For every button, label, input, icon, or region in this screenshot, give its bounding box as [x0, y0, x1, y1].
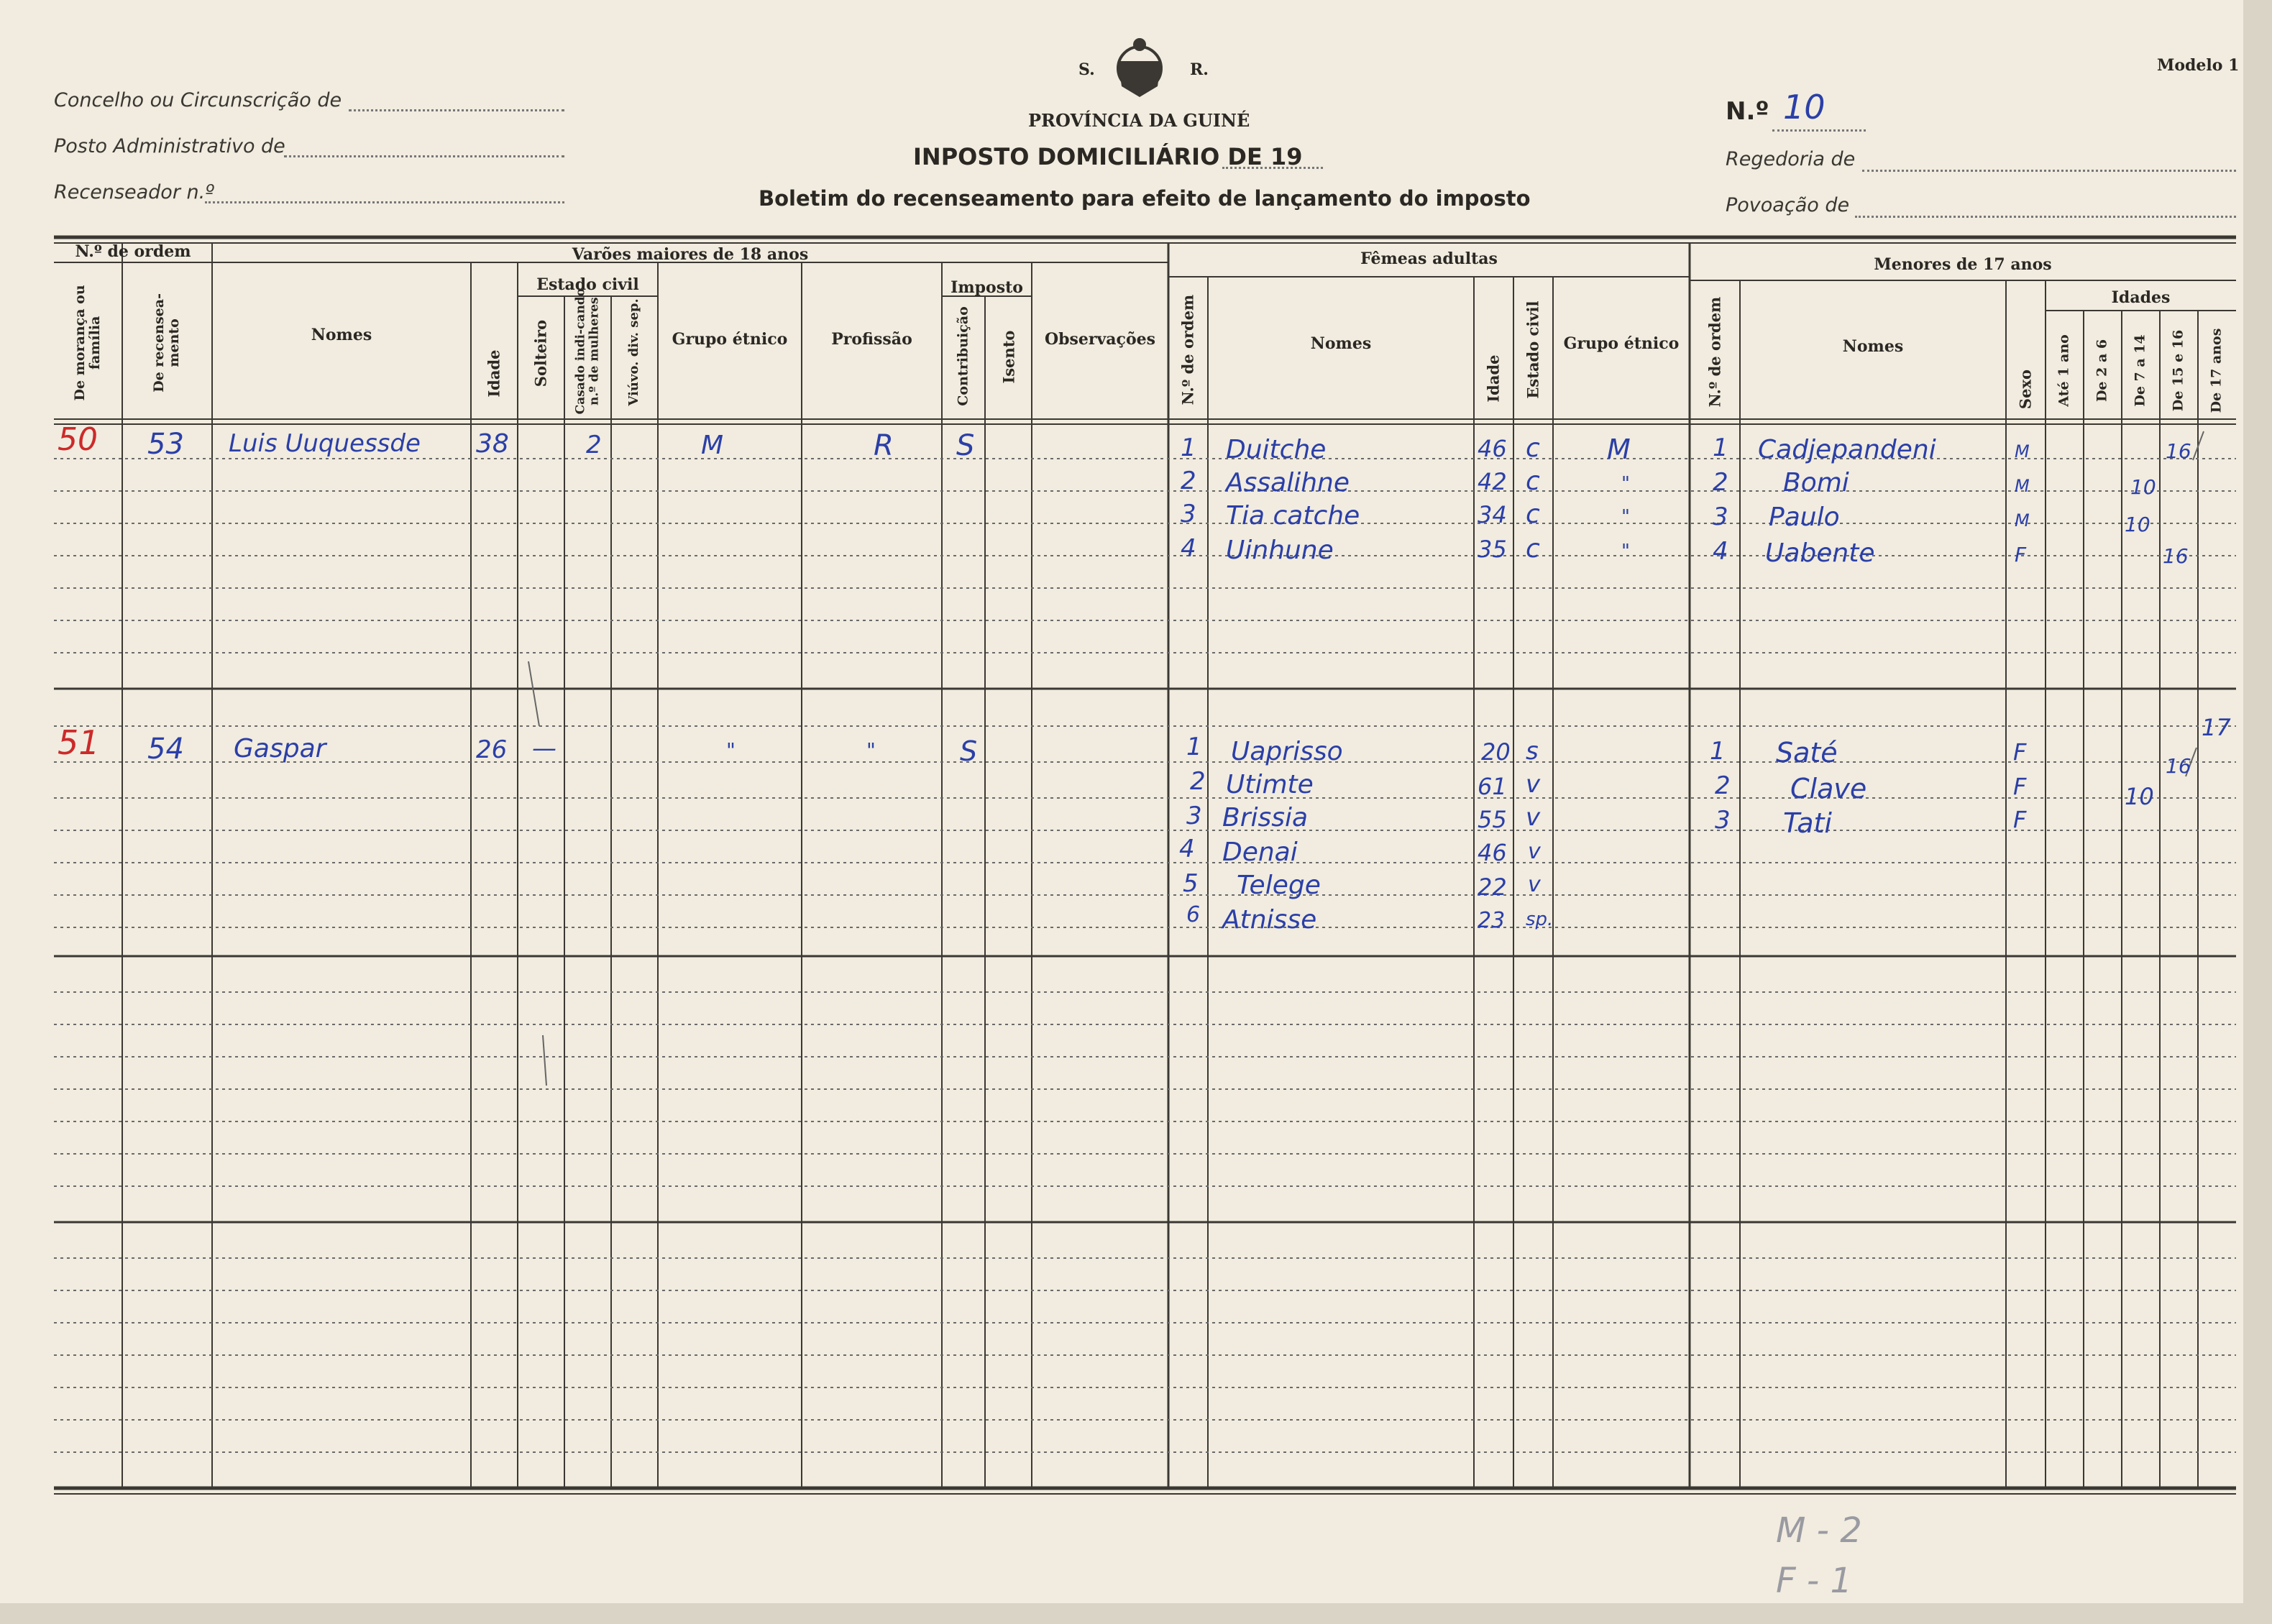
female-estado: sp.	[1526, 909, 1554, 930]
minor-sex: M	[2015, 441, 2030, 462]
female-age: 23	[1478, 908, 1506, 933]
col-de7a14: De 7 a 14	[2132, 334, 2148, 407]
minor-age: 16	[2163, 544, 2189, 568]
female-estado: v	[1526, 770, 1541, 799]
form-title: INPOSTO DOMICILIÁRIO DE 19	[913, 143, 1303, 170]
female-estado: v	[1528, 872, 1541, 897]
female-order: 4	[1181, 534, 1196, 563]
province-label: PROVÍNCIA DA GUINÉ	[1028, 110, 1250, 131]
female-age: 46	[1478, 839, 1507, 866]
form-subtitle: Boletim do recenseamento para efeito de lançamento do imposto	[759, 186, 1531, 211]
number-label: N.º	[1726, 97, 1769, 126]
contribuicao: S	[956, 429, 975, 462]
minor-order: 4	[1713, 537, 1728, 566]
female-total: F - 1	[1776, 1561, 1852, 1601]
male-name: Luis Uuquessde	[229, 429, 421, 458]
male-age: 26	[476, 735, 508, 764]
modelo-label: Modelo 1	[2157, 56, 2240, 75]
minor-age-17: 17	[2202, 714, 2231, 741]
grupo-etnico: "	[726, 738, 736, 762]
minor-sex: M	[2015, 510, 2030, 531]
col-m-nomes: Nomes	[1842, 337, 1904, 356]
minor-name: Tati	[1783, 807, 1832, 839]
female-name: Telege	[1237, 871, 1321, 900]
female-order: 1	[1181, 433, 1196, 462]
col-de15e16: De 15 e 16	[2170, 329, 2186, 412]
femeas-group-header: Fêmeas adultas	[1360, 249, 1498, 268]
col-f-ordem: N.º de ordem	[1178, 294, 1197, 405]
female-grupo: "	[1621, 506, 1630, 528]
minor-sex: M	[2015, 476, 2030, 496]
col-casado: Casado indi-cando n.º de mulheres	[573, 288, 601, 415]
minor-name: Saté	[1776, 737, 1838, 769]
col-m-sexo: Sexo	[2016, 370, 2035, 410]
emblem-right-label: R.	[1190, 60, 1209, 79]
col-nomes: Nomes	[311, 326, 372, 344]
col-grupo-etnico: Grupo étnico	[672, 330, 788, 349]
minor-order: 3	[1713, 503, 1728, 531]
povoacao-label: Povoação de	[1726, 194, 1850, 216]
number-value: 10	[1783, 88, 1826, 127]
female-grupo: "	[1621, 473, 1630, 495]
col-f-estado-civil: Estado civil	[1524, 301, 1542, 399]
col-f-nomes: Nomes	[1310, 334, 1372, 353]
minor-age: 10	[2130, 475, 2156, 499]
moranca-number: 50	[58, 421, 98, 458]
col-recenseamento: De recensea-mento	[151, 293, 182, 393]
female-estado: c	[1526, 500, 1540, 529]
minor-order: 3	[1715, 806, 1731, 835]
female-name: Brissia	[1222, 803, 1309, 832]
estado-civil-group-header: Estado civil	[536, 275, 639, 294]
minor-age: 10	[2125, 513, 2150, 536]
male-age: 38	[476, 429, 509, 459]
ordem-group-header: N.º de ordem	[75, 242, 191, 261]
emblem-left-label: S.	[1078, 60, 1095, 79]
col-profissao: Profissão	[831, 330, 912, 349]
concelho-label: Concelho ou Circunscrição de	[54, 89, 342, 111]
female-name: Duitche	[1226, 435, 1327, 464]
female-age: 61	[1478, 773, 1507, 800]
grupo-etnico: M	[701, 431, 724, 460]
col-f-grupo-etnico: Grupo étnico	[1563, 334, 1680, 353]
minor-order: 2	[1713, 468, 1728, 497]
recenseador-label: Recenseador n.º	[54, 181, 214, 203]
minor-age: 10	[2125, 783, 2154, 810]
minor-age: 16	[2166, 439, 2191, 463]
male-name: Gaspar	[234, 734, 326, 763]
female-name: Denai	[1222, 838, 1298, 867]
female-age: 34	[1478, 501, 1507, 528]
female-name: Tia catche	[1226, 501, 1360, 531]
female-order: 4	[1179, 835, 1195, 863]
female-estado: v	[1528, 839, 1541, 864]
female-order: 3	[1186, 802, 1202, 830]
female-age: 42	[1478, 468, 1507, 495]
minor-sex: F	[2013, 773, 2027, 800]
menores-group-header: Menores de 17 anos	[1874, 255, 2052, 274]
moranca-number: 51	[58, 723, 100, 762]
female-age: 46	[1478, 435, 1507, 462]
female-order: 1	[1186, 733, 1202, 761]
minor-order: 1	[1713, 433, 1728, 462]
female-name: Uinhune	[1226, 536, 1334, 565]
minor-name: Uabente	[1765, 538, 1875, 568]
col-observacoes: Observações	[1044, 330, 1155, 349]
posto-label: Posto Administrativo de	[54, 135, 285, 157]
col-f-idade: Idade	[1484, 354, 1503, 403]
casado-count: 2	[586, 431, 602, 459]
female-name: Utimte	[1226, 770, 1314, 799]
male-total: M - 2	[1776, 1510, 1862, 1551]
solteiro-mark: —	[532, 734, 556, 763]
idades-group-header: Idades	[2111, 288, 2171, 307]
col-contribuicao: Contribuição	[955, 306, 971, 406]
contribuicao: S	[960, 735, 978, 767]
profissao: "	[866, 738, 876, 762]
coat-of-arms-icon	[1118, 38, 1161, 97]
col-isento: Isento	[999, 330, 1018, 384]
imposto-group-header: Imposto	[951, 278, 1023, 297]
female-order: 2	[1181, 467, 1196, 495]
female-name: Atnisse	[1222, 905, 1317, 935]
minor-sex: F	[2013, 806, 2027, 833]
col-idade: Idade	[485, 349, 503, 398]
recenseamento-number: 54	[147, 733, 184, 766]
minor-name: Paulo	[1769, 503, 1840, 532]
female-age: 55	[1478, 806, 1507, 833]
minor-order: 2	[1715, 771, 1731, 800]
minor-age: 16	[2166, 754, 2191, 778]
female-age: 20	[1481, 738, 1511, 766]
female-name: Assalihne	[1226, 468, 1350, 497]
female-estado: c	[1526, 467, 1540, 496]
col-ate1: Até 1 ano	[2056, 334, 2072, 407]
minor-sex: F	[2015, 543, 2027, 566]
col-de17: De 17 anos	[2208, 328, 2225, 413]
female-estado: s	[1526, 737, 1539, 766]
female-order: 3	[1181, 500, 1196, 528]
minor-order: 1	[1710, 737, 1726, 766]
female-grupo: M	[1607, 433, 1631, 465]
col-viuvo: Viúvo. div. sep.	[626, 298, 642, 406]
col-moranca: De morança ou família	[72, 285, 103, 401]
minor-name: Clave	[1790, 773, 1867, 804]
female-order: 6	[1186, 902, 1201, 927]
varoes-group-header: Varões maiores de 18 anos	[572, 245, 809, 264]
minor-name: Bomi	[1783, 468, 1849, 497]
col-m-ordem: N.º de ordem	[1705, 296, 1724, 408]
col-de2a6: De 2 a 6	[2094, 339, 2110, 403]
female-age: 35	[1478, 536, 1507, 563]
female-estado: c	[1526, 534, 1540, 564]
minor-name: Cadjepandeni	[1758, 435, 1936, 464]
minor-sex: F	[2013, 738, 2027, 766]
col-solteiro: Solteiro	[531, 319, 550, 387]
female-estado: c	[1526, 433, 1540, 463]
female-order: 2	[1190, 767, 1206, 796]
female-name: Uaprisso	[1231, 737, 1343, 766]
profissao: R	[874, 429, 894, 462]
female-age: 22	[1478, 873, 1507, 901]
female-grupo: "	[1621, 541, 1630, 562]
female-order: 5	[1183, 869, 1199, 898]
female-estado: v	[1526, 803, 1541, 832]
recenseamento-number: 53	[147, 428, 184, 461]
regedoria-label: Regedoria de	[1726, 148, 1856, 170]
